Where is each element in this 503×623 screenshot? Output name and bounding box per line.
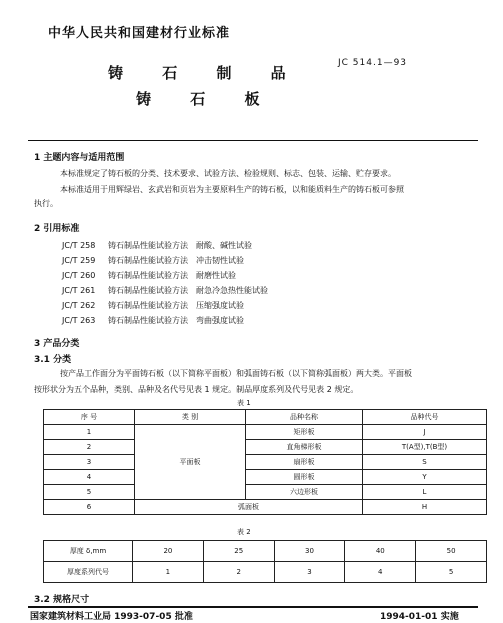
section-3-1-para-1: 按产品工作面分为平面铸石板（以下简称平面板）和弧面铸石板（以下简称弧面板）两大类。平面板 <box>60 369 412 378</box>
product-code: S <box>363 455 487 470</box>
ref-title: 铸石制品性能试验方法 <box>108 301 188 310</box>
product-name: 六边形板 <box>246 485 363 500</box>
category-arc-board: 弧面板 <box>135 500 363 515</box>
ref-item: 冲击韧性试验 <box>196 256 244 265</box>
ref-title: 铸石制品性能试验方法 <box>108 271 188 280</box>
row-number: 4 <box>44 470 135 485</box>
series-code: 5 <box>416 562 487 583</box>
reference-item <box>62 315 244 326</box>
ref-title: 铸石制品性能试验方法 <box>108 241 188 250</box>
table-row <box>44 500 487 515</box>
product-code: J <box>363 425 487 440</box>
table-1-caption: 表 1 <box>237 399 251 407</box>
table-row <box>44 485 487 500</box>
table-2 <box>43 540 487 583</box>
title-line-1: 铸 石 制 品 <box>108 64 286 82</box>
footer-approval: 国家建筑材料工业局 1993-07-05 批准 <box>30 612 193 622</box>
ref-item: 弯曲强度试验 <box>196 316 244 325</box>
table-row <box>44 470 487 485</box>
table-header-row <box>44 410 487 425</box>
reference-item <box>62 270 236 281</box>
section-3-2-heading: 3.2 规格尺寸 <box>34 595 90 605</box>
product-name: 矩形板 <box>246 425 363 440</box>
title-line-2: 铸 石 板 <box>136 90 260 108</box>
row-number: 5 <box>44 485 135 500</box>
ref-item: 耐急冷急热性能试验 <box>196 286 268 295</box>
section-1-para-2: 本标准适用于用辉绿岩、玄武岩和页岩为主要原料生产的铸石板，以和能质料生产的铸石板可参照 <box>60 185 404 194</box>
thickness-value: 40 <box>345 541 416 562</box>
series-code: 1 <box>133 562 204 583</box>
header-cell: 类 别 <box>135 410 246 425</box>
industry-standard-title: 中华人民共和国建材行业标准 <box>48 26 231 41</box>
thickness-value: 30 <box>274 541 345 562</box>
reference-item <box>62 240 252 251</box>
ref-code: JC/T 258 <box>62 241 96 250</box>
reference-item <box>62 285 268 296</box>
product-code: T(A型),T(B型) <box>363 440 487 455</box>
ref-code: JC/T 263 <box>62 316 96 325</box>
ref-code: JC/T 261 <box>62 286 96 295</box>
series-code: 2 <box>203 562 274 583</box>
series-code: 3 <box>274 562 345 583</box>
ref-code: JC/T 262 <box>62 301 96 310</box>
product-code: Y <box>363 470 487 485</box>
table-row <box>44 425 487 440</box>
table-row <box>44 541 487 562</box>
category-flat-board: 平面板 <box>135 425 246 500</box>
table-1 <box>43 409 487 515</box>
section-3-1-heading: 3.1 分类 <box>34 355 72 365</box>
table-row <box>44 455 487 470</box>
header-cell: 品种名称 <box>246 410 363 425</box>
footer-effective-date: 1994-01-01 实施 <box>380 612 459 622</box>
row-number: 6 <box>44 500 135 515</box>
ref-title: 铸石制品性能试验方法 <box>108 256 188 265</box>
header-rule <box>28 140 478 141</box>
reference-item <box>62 255 244 266</box>
row-label-series-code: 厚度系列代号 <box>44 562 133 583</box>
reference-item <box>62 300 244 311</box>
table-row <box>44 562 487 583</box>
ref-item: 耐磨性试验 <box>196 271 236 280</box>
row-number: 1 <box>44 425 135 440</box>
product-name: 扇形板 <box>246 455 363 470</box>
row-number: 3 <box>44 455 135 470</box>
product-name: 直角梯形板 <box>246 440 363 455</box>
standard-code: JC 514.1—93 <box>338 58 408 68</box>
row-number: 2 <box>44 440 135 455</box>
table-2-caption: 表 2 <box>237 528 251 536</box>
ref-code: JC/T 259 <box>62 256 96 265</box>
section-3-heading: 3 产品分类 <box>34 339 80 349</box>
ref-title: 铸石制品性能试验方法 <box>108 286 188 295</box>
row-label-thickness: 厚度 δ,mm <box>44 541 133 562</box>
section-1-para-2-cont: 执行。 <box>34 199 58 208</box>
header-cell: 序 号 <box>44 410 135 425</box>
series-code: 4 <box>345 562 416 583</box>
header-cell: 品种代号 <box>363 410 487 425</box>
thickness-value: 25 <box>203 541 274 562</box>
section-1-heading: 1 主题内容与适用范围 <box>34 153 125 163</box>
thickness-value: 20 <box>133 541 204 562</box>
footer-rule <box>28 606 478 608</box>
ref-item: 压缩强度试验 <box>196 301 244 310</box>
product-code: L <box>363 485 487 500</box>
section-1-para-1: 本标准规定了铸石板的分类、技术要求、试验方法、检验规则、标志、包装、运输、贮存要求。 <box>60 169 396 178</box>
ref-item: 耐酸、碱性试验 <box>196 241 252 250</box>
product-code: H <box>363 500 487 515</box>
section-2-heading: 2 引用标准 <box>34 224 80 234</box>
thickness-value: 50 <box>416 541 487 562</box>
section-3-1-para-2: 按形状分为五个品种，类别、品种及名代号见表 1 规定。制品厚度系列及代号见表 2 规定。 <box>34 385 359 394</box>
table-row <box>44 440 487 455</box>
ref-code: JC/T 260 <box>62 271 96 280</box>
product-name: 圆形板 <box>246 470 363 485</box>
ref-title: 铸石制品性能试验方法 <box>108 316 188 325</box>
